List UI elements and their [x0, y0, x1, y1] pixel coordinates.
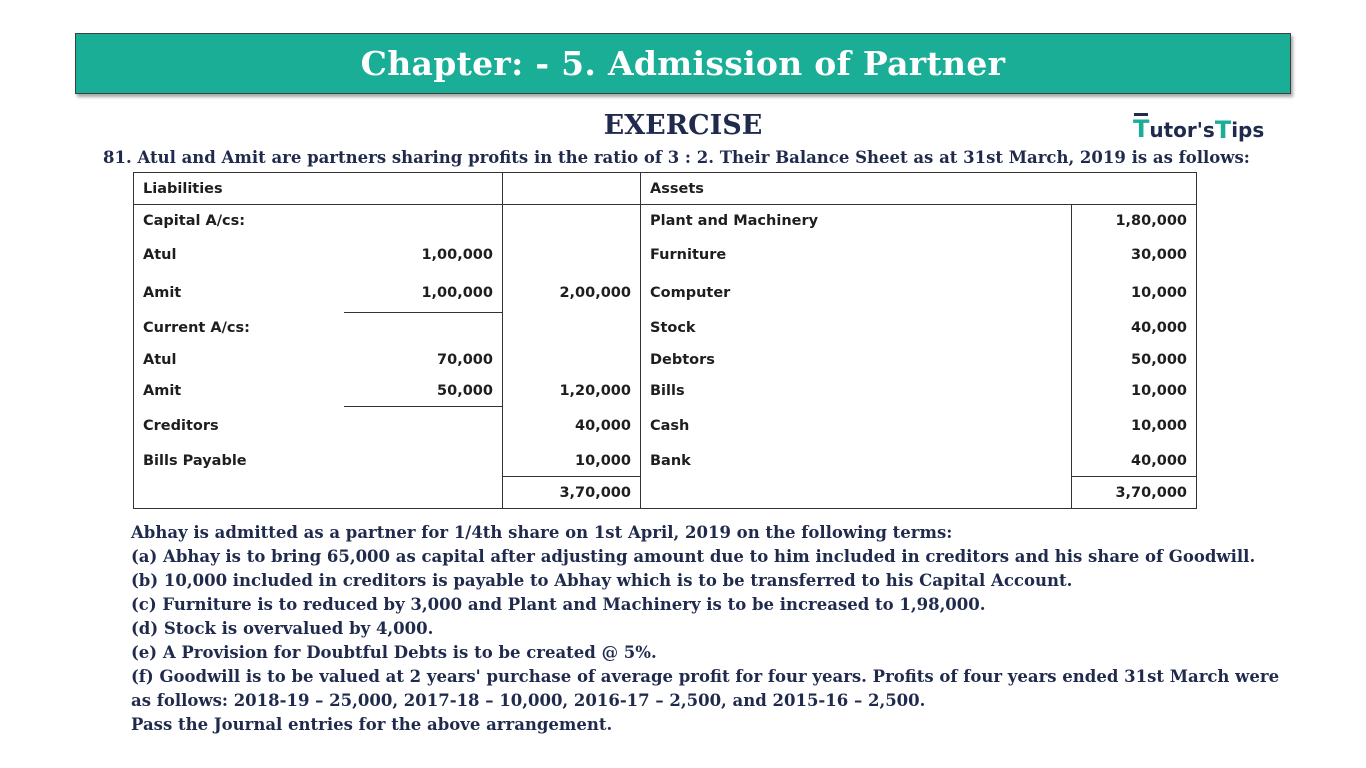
- table-row: [134, 344, 1197, 375]
- table-row: [134, 236, 1197, 274]
- liability-sub-amount: [344, 477, 503, 509]
- liability-sub-amount: 1,00,000: [421, 247, 493, 263]
- logo-tips-letter: T: [1214, 116, 1232, 144]
- table-row: [134, 375, 1197, 407]
- exercise-heading: EXERCISE: [603, 110, 763, 141]
- liability-sub-amount: 50,000: [344, 375, 503, 407]
- tutors-tips-logo: [1133, 108, 1264, 142]
- liability-total: 1,20,000: [503, 375, 641, 407]
- assets-header: Assets: [641, 173, 1197, 205]
- liability-label: Amit: [143, 382, 182, 399]
- table-row: [134, 313, 1197, 345]
- asset-amount: 10,000: [1072, 407, 1197, 446]
- liability-sub-amount: [344, 205, 503, 237]
- asset-amount: 40,000: [1072, 445, 1197, 477]
- asset-amount: 10,000: [1072, 274, 1197, 313]
- liability-total: 2,00,000: [503, 274, 641, 313]
- liability-grand-total: 3,70,000: [503, 477, 641, 509]
- terms-line: (d) Stock is overvalued by 4,000.: [131, 619, 434, 638]
- liability-total: [503, 205, 641, 237]
- asset-amount: 40,000: [1072, 313, 1197, 345]
- asset-label: Debtors: [650, 351, 715, 368]
- liability-sub-amount: [344, 445, 503, 477]
- asset-amount: 50,000: [1072, 344, 1197, 375]
- table-row: [134, 205, 1197, 237]
- asset-amount: 10,000: [1072, 375, 1197, 407]
- terms-line: Abhay is admitted as a partner for 1/4th share on 1st April, 2019 on the following terms:: [131, 523, 953, 542]
- asset-label: Furniture: [650, 247, 727, 263]
- graduation-cap-icon: [1134, 113, 1148, 122]
- table-row: [134, 407, 1197, 446]
- liability-label: Current A/cs:: [143, 320, 250, 337]
- liability-label: Atul: [143, 351, 177, 368]
- asset-grand-total: 3,70,000: [1072, 477, 1197, 509]
- asset-label: Plant and Machinery: [650, 212, 819, 229]
- asset-label: Bank: [650, 452, 691, 469]
- asset-label: [641, 477, 1072, 509]
- table-row: [134, 445, 1197, 477]
- liability-total: [503, 313, 641, 345]
- asset-label: Computer: [650, 285, 731, 302]
- liability-label: Atul: [143, 247, 177, 263]
- terms-line: (c) Furniture is to reduced by 3,000 and Plant and Machinery is to be increased to 1,98,000.: [131, 595, 986, 614]
- liability-total: 10,000: [503, 445, 641, 477]
- admission-terms: [131, 521, 1311, 737]
- liability-label: [134, 477, 344, 509]
- asset-amount: 1,80,000: [1072, 205, 1197, 237]
- liability-total: 40,000: [503, 407, 641, 446]
- liability-total: [503, 236, 641, 274]
- asset-label: Bills: [650, 382, 685, 399]
- asset-label: Cash: [650, 417, 690, 434]
- asset-amount: 30,000: [1072, 236, 1197, 274]
- terms-line: as follows: 2018-19 – 25,000, 2017-18 – 10,000, 2016-17 – 2,500, and 2015-16 – 2,500.: [131, 691, 926, 710]
- chapter-banner: [75, 33, 1291, 94]
- liability-sub-amount: [344, 313, 503, 345]
- table-row: [134, 274, 1197, 313]
- balance-sheet-table: [133, 172, 1197, 509]
- terms-line: Pass the Journal entries for the above arrangement.: [131, 715, 613, 734]
- chapter-title: Chapter: - 5. Admission of Partner: [360, 44, 1006, 83]
- liability-sub-amount: [344, 407, 503, 446]
- table-total-row: [134, 477, 1197, 509]
- terms-line: (f) Goodwill is to be valued at 2 years' purchase of average profit for four years. Profits of four years ended 31st March were: [131, 667, 1280, 686]
- liability-label: Amit: [143, 285, 182, 302]
- question-text: 81. Atul and Amit are partners sharing profits in the ratio of 3 : 2. Their Balance Sheet as at 31st March, 2019 is as follows:: [103, 148, 1250, 167]
- asset-label: Stock: [650, 320, 696, 337]
- logo-word-1: utor's: [1149, 118, 1215, 142]
- liability-label: Bills Payable: [143, 452, 247, 469]
- liabilities-header: Liabilities: [134, 173, 503, 205]
- logo-word-2: ips: [1231, 118, 1265, 142]
- logo-first-letter: T: [1133, 115, 1150, 143]
- terms-line: (a) Abhay is to bring 65,000 as capital after adjusting amount due to him included in creditors and his share of Goodwill.: [131, 547, 1256, 566]
- liability-label: Creditors: [143, 417, 219, 434]
- liability-sub-amount: 70,000: [437, 351, 493, 368]
- liability-total: [503, 344, 641, 375]
- liability-sub-amount: 1,00,000: [344, 274, 503, 313]
- terms-line: (e) A Provision for Doubtful Debts is to be created @ 5%.: [131, 643, 657, 662]
- terms-line: (b) 10,000 included in creditors is payable to Abhay which is to be transferred to his Capital Account.: [131, 571, 1073, 590]
- table-header-row: [134, 173, 1197, 205]
- liability-label: Capital A/cs:: [143, 212, 246, 229]
